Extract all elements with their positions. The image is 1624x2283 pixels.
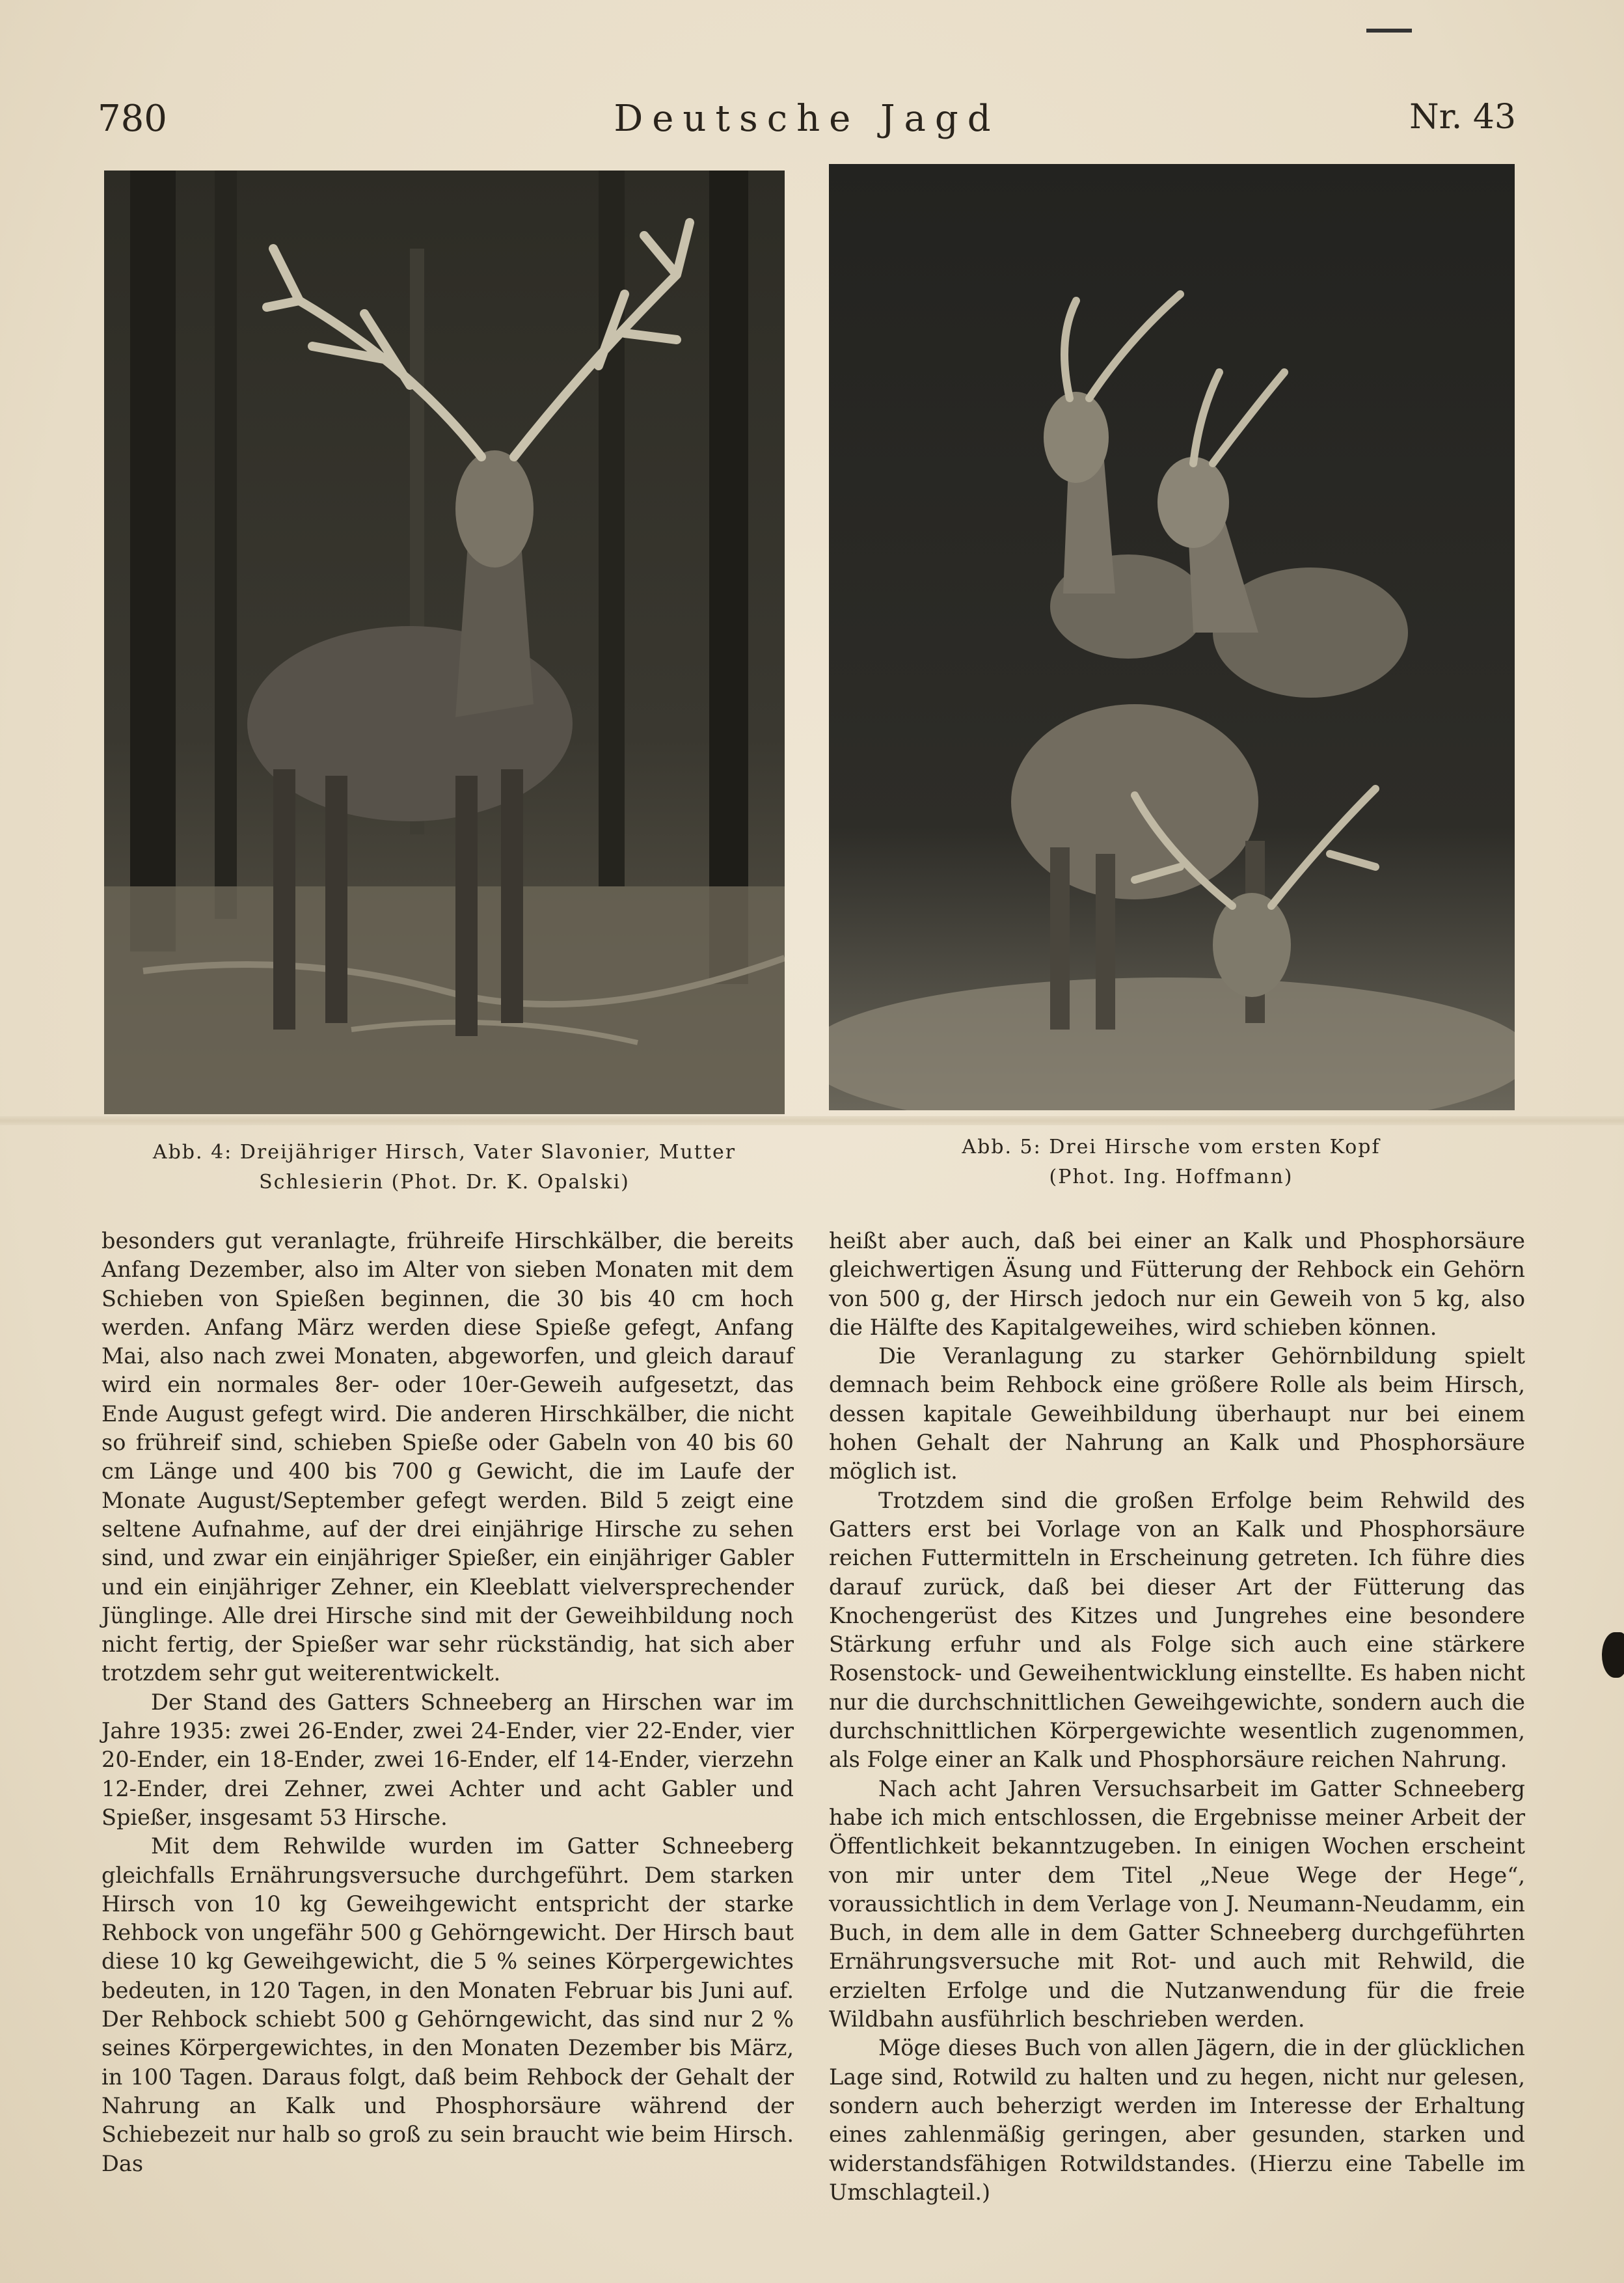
paragraph: Möge dieses Buch von allen Jägern, die in der glücklichen Lage sind, Rotwild zu halten und zu hegen, nicht nur gelesen, sondern auch beherzigt werden im Interesse der Erhaltung eines zahlenmäßig geringen, aber gesunden, starken und widerstandsfähigen Rotwildstandes. (Hierzu eine Tabelle im Umschlagteil.) — [829, 2035, 1525, 2205]
figure-4-photo — [104, 171, 785, 1114]
paragraph: Der Stand des Gatters Schneeberg an Hirschen war im Jahre 1935: zwei 26-Ender, zwei 24-Ender, vier 22-Ender, vier 20-Ender, ein 18-Ender, zwei 16-Ender, elf 14-Ender, vierzehn 12-Ender, drei Zehner, zwei Achter und acht Gabler und Spießer, insgesamt 53 Hirsche. — [102, 1689, 794, 1830]
figure-4-caption — [98, 1138, 791, 1197]
ink-smudge — [1602, 1632, 1624, 1678]
page-number: 780 — [98, 98, 167, 140]
paragraph: Nach acht Jahren Versuchsarbeit im Gatter Schneeberg habe ich mich entschlossen, die Ergebnisse meiner Arbeit der Öffentlichkeit bekanntzugeben. In einigen Wochen erscheint von mir unter dem Titel „Neue Wege der Hege“, voraussichtlich in dem Verlage von J. Neumann-Neudamm, ein Buch, in dem alle in dem Gatter Schneeberg durchgeführten Ernährungsversuche mit Rot- und auch mit Rehwild, die erzielten Erfolge und die Nutzanwendung für die freie Wildbahn ausführlich beschrieben werden. — [829, 1775, 1525, 2032]
paragraph: Trotzdem sind die großen Erfolge beim Rehwild des Gatters erst bei Vorlage von an Kalk und Phosphorsäure reichen Futtermitteln in Erscheinung getreten. Ich führe dies darauf zurück, daß bei dieser Art der Fütterung das Knochengerüst des Kitzes und Jungrehes eine besondere Stärkung erfuhr und als Folge sich auch eine stärkere Rosenstock- und Geweihentwicklung einstellte. Es haben nicht nur die durchschnittlichen Geweihgewichte, sondern auch die durchschnittlichen Körpergewichte wesentlich zugenommen, als Folge einer an Kalk und Phosphorsäure reichen Nahrung. — [829, 1487, 1525, 1773]
figure-5-caption-line-1: Abb. 5: Drei Hirsche vom ersten Kopf — [962, 1136, 1381, 1158]
right-text-column — [829, 1227, 1525, 2207]
ink-mark — [1366, 29, 1412, 33]
page-header — [98, 98, 1516, 143]
journal-title: Deutsche Jagd — [614, 98, 1000, 140]
left-text-column — [102, 1227, 794, 2178]
figure-5-caption-line-2: (Phot. Ing. Hoffmann) — [1049, 1166, 1293, 1188]
figure-4-caption-line-2: Schlesierin (Phot. Dr. K. Opalski) — [259, 1171, 630, 1194]
stag-photo-illustration — [104, 171, 785, 1114]
paragraph: Mit dem Rehwilde wurden im Gatter Schneeberg gleichfalls Ernährungsversuche durchgeführt. Dem starken Hirsch von 10 kg Geweihgewicht entspricht der starke Rehbock von ungefähr 500 g Gehörngewicht. Der Hirsch baut diese 10 kg Geweihgewicht, die 5 % seines Körpergewichtes bedeuten, in 120 Tagen, in den Monaten Februar bis Juni auf. Der Rehbock schiebt 500 g Gehörngewicht, das sind nur 2 % seines Körpergewichtes, in den Monaten Dezember bis März, in 100 Tagen. Daraus folgt, daß beim Rehbock der Gehalt der Nahrung an Kalk und Phosphorsäure während der Schiebezeit nur halb so groß zu sein braucht wie beim Hirsch. Das — [102, 1833, 794, 2176]
figure-5-photo — [829, 164, 1515, 1110]
figure-4-caption-line-1: Abb. 4: Dreijähriger Hirsch, Vater Slavonier, Mutter — [152, 1141, 737, 1164]
paper-fold — [0, 1116, 1624, 1125]
paragraph: besonders gut veranlagte, frühreife Hirschkälber, die bereits Anfang Dezember, also im Alter von sieben Monaten mit dem Schieben von Spießen beginnen, die 30 bis 40 cm hoch werden. Anfang März werden diese Spieße gefegt, Anfang Mai, also nach zwei Monaten, abgeworfen, und gleich darauf wird ein normales 8er- oder 10er-Geweih aufgesetzt, das Ende August gefegt wird. Die anderen Hirschkälber, die nicht so frühreif sind, schieben Spieße oder Gabeln von 40 bis 60 cm Länge und 400 bis 700 g Gewicht, die im Laufe der Monate August/September gefegt werden. Bild 5 zeigt eine seltene Aufnahme, auf der drei einjährige Hirsche zu sehen sind, und zwar ein einjähriger Spießer, ein einjähriger Gabler und ein einjähriger Zehner, ein Kleeblatt vielversprechender Jünglinge. Alle drei Hirsche sind mit der Geweihbildung noch nicht fertig, der Spießer war sehr rückständig, hat sich aber trotzdem sehr gut weiterentwickelt. — [102, 1228, 794, 1686]
three-deer-photo-illustration — [829, 164, 1515, 1110]
paragraph: Die Veranlagung zu starker Gehörnbildung spielt demnach beim Rehbock eine größere Rolle als beim Hirsch, dessen kapitale Geweihbildung überhaupt nur bei einem hohen Gehalt der Nahrung an Kalk und Phosphorsäure möglich ist. — [829, 1343, 1525, 1484]
issue-number: Nr. 43 — [1409, 98, 1516, 137]
paragraph: heißt aber auch, daß bei einer an Kalk und Phosphorsäure gleichwertigen Äsung und Fütterung der Rehbock ein Gehörn von 500 g, der Hirsch jedoch nur ein Geweih von 5 kg, also die Hälfte des Kapitalgeweihes, wird schieben können. — [829, 1228, 1525, 1340]
figure-5-caption — [826, 1132, 1516, 1192]
